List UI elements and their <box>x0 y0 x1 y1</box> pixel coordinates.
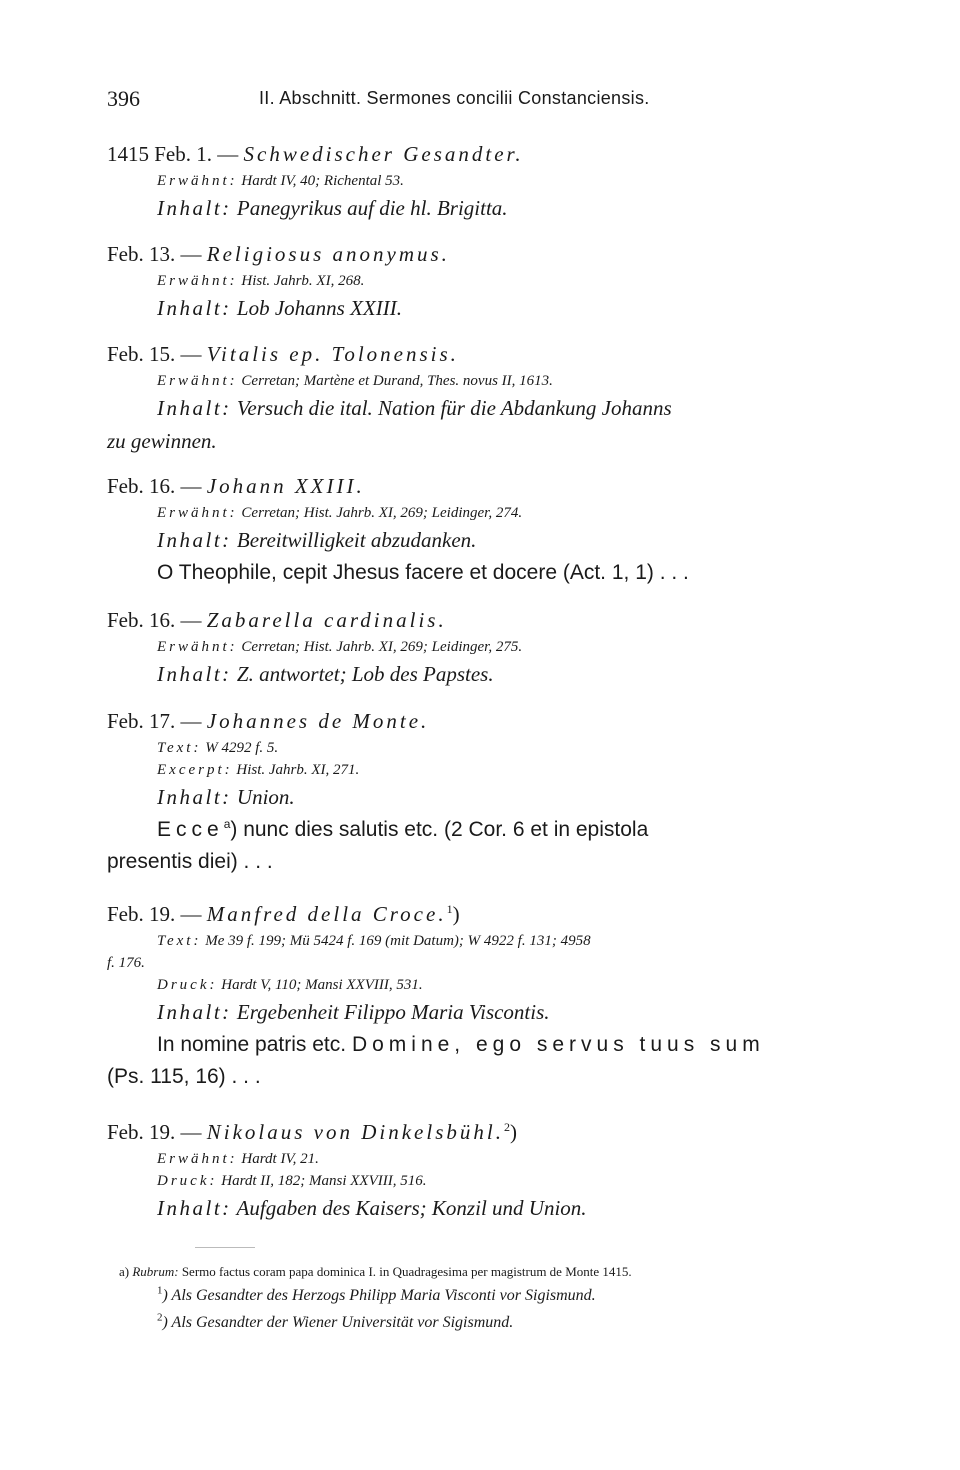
druck-line: Druck: Hardt V, 110; Mansi XXVIII, 531. <box>157 977 423 993</box>
footnote-marker: 1 <box>446 902 453 916</box>
inhalt-line: Inhalt: Union. <box>157 785 295 809</box>
footnotes <box>107 1262 867 1336</box>
entry-heading: Feb. 16. — Johann XXIII. <box>107 474 365 498</box>
preacher-name: Zabarella cardinalis. <box>206 608 447 632</box>
sermon-entry <box>107 705 867 878</box>
incipit-line: In nomine patris etc. Domine, ego servus tuus sum <box>157 1033 765 1056</box>
erwaehnt-line: Erwähnt: Hist. Jahrb. XI, 268. <box>157 273 365 289</box>
inhalt-line: Inhalt: Z. antwortet; Lob des Papstes. <box>157 662 494 686</box>
running-title: II. Abschnitt. Sermones concilii Constanciensis. <box>259 88 650 108</box>
entry-heading: Feb. 13. — Religiosus anonymus. <box>107 242 450 266</box>
erwaehnt-line: Erwähnt: Hardt IV, 40; Richental 53. <box>157 173 404 189</box>
incipit-continuation: presentis diei) . . . <box>107 850 273 873</box>
page-header <box>107 86 867 118</box>
text-line: Text: W 4292 f. 5. <box>157 740 279 756</box>
text-line: Text: Me 39 f. 199; Mü 5424 f. 169 (mit Datum); W 4922 f. 131; 4958 <box>157 933 591 949</box>
entry-heading: Feb. 15. — Vitalis ep. Tolonensis. <box>107 342 459 366</box>
inhalt-line: Inhalt: Ergebenheit Filippo Maria Viscontis. <box>157 1000 550 1024</box>
druck-line: Druck: Hardt II, 182; Mansi XXVIII, 516. <box>157 1173 427 1189</box>
erwaehnt-line: Erwähnt: Hardt IV, 21. <box>157 1151 319 1167</box>
inhalt-line: Inhalt: Aufgaben des Kaisers; Konzil und Union. <box>157 1196 587 1220</box>
sermon-entry <box>107 138 867 225</box>
incipit-line: Ecce$^a$) nunc dies salutis etc. (2 Cor. 6 et in epistola <box>157 817 649 841</box>
inhalt-line: Inhalt: Lob Johanns XXIII. <box>157 296 402 320</box>
preacher-name: Vitalis ep. Tolonensis. <box>206 342 459 366</box>
sermon-entry <box>107 338 867 458</box>
entry-heading: Feb. 19. — Manfred della Croce.$^1$) <box>107 902 460 926</box>
sermon-entry <box>107 238 867 325</box>
erwaehnt-line: Erwähnt: Cerretan; Hist. Jahrb. XI, 269; Leidinger, 274. <box>157 505 523 521</box>
footnote-marker: 2 <box>503 1120 510 1134</box>
entry-heading: 1415 Feb. 1. — Schwedischer Gesandter. <box>107 142 524 166</box>
entry-heading: Feb. 16. — Zabarella cardinalis. <box>107 608 447 632</box>
inhalt-line: Inhalt: Panegyrikus auf die hl. Brigitta. <box>157 196 508 220</box>
incipit-continuation: (Ps. 115, 16) . . . <box>107 1065 261 1088</box>
preacher-name: Religiosus anonymus. <box>206 242 450 266</box>
footnote-1: $^1$) Als Gesandter des Herzogs Philipp Maria Visconti vor Sigismund. <box>157 1284 596 1304</box>
preacher-name: Johann XXIII. <box>206 474 365 498</box>
preacher-name: Manfred della Croce. <box>206 902 447 926</box>
inhalt-continuation: zu gewinnen. <box>107 429 217 453</box>
entry-heading: Feb. 19. — Nikolaus von Dinkelsbühl.$^2$) <box>107 1120 517 1144</box>
preacher-name: Schwedischer Gesandter. <box>243 142 524 166</box>
erwaehnt-line: Erwähnt: Cerretan; Hist. Jahrb. XI, 269; Leidinger, 275. <box>157 639 523 655</box>
erwaehnt-line: Erwähnt: Cerretan; Martène et Durand, Thes. novus II, 1613. <box>157 373 553 389</box>
inhalt-line: Inhalt: Bereitwilligkeit abzudanken. <box>157 528 477 552</box>
text-continuation: f. 176. <box>107 955 145 971</box>
footnote-2: $^2$) Als Gesandter der Wiener Universität vor Sigismund. <box>157 1311 514 1331</box>
sermon-entry <box>107 604 867 691</box>
sermon-entry <box>107 1116 867 1225</box>
incipit-line: O Theophile, cepit Jhesus facere et docere (Act. 1, 1) . . . <box>157 561 689 584</box>
page-number: 396 <box>107 86 140 111</box>
entry-heading: Feb. 17. — Johannes de Monte. <box>107 709 430 733</box>
preacher-name: Johannes de Monte. <box>206 709 430 733</box>
footnote-a: a) Rubrum: Sermo factus coram papa dominica I. in Quadragesima per magistrum de Monte 1415. <box>119 1264 632 1279</box>
sermon-entry <box>107 470 867 589</box>
inhalt-line: Inhalt: Versuch die ital. Nation für die Abdankung Johanns <box>157 396 672 420</box>
excerpt-line: Excerpt: Hist. Jahrb. XI, 271. <box>157 762 360 778</box>
footnote-divider <box>195 1247 255 1248</box>
footnote-marker: a <box>223 817 231 831</box>
preacher-name: Nikolaus von Dinkelsbühl. <box>206 1120 504 1144</box>
sermon-entry <box>107 898 867 1093</box>
